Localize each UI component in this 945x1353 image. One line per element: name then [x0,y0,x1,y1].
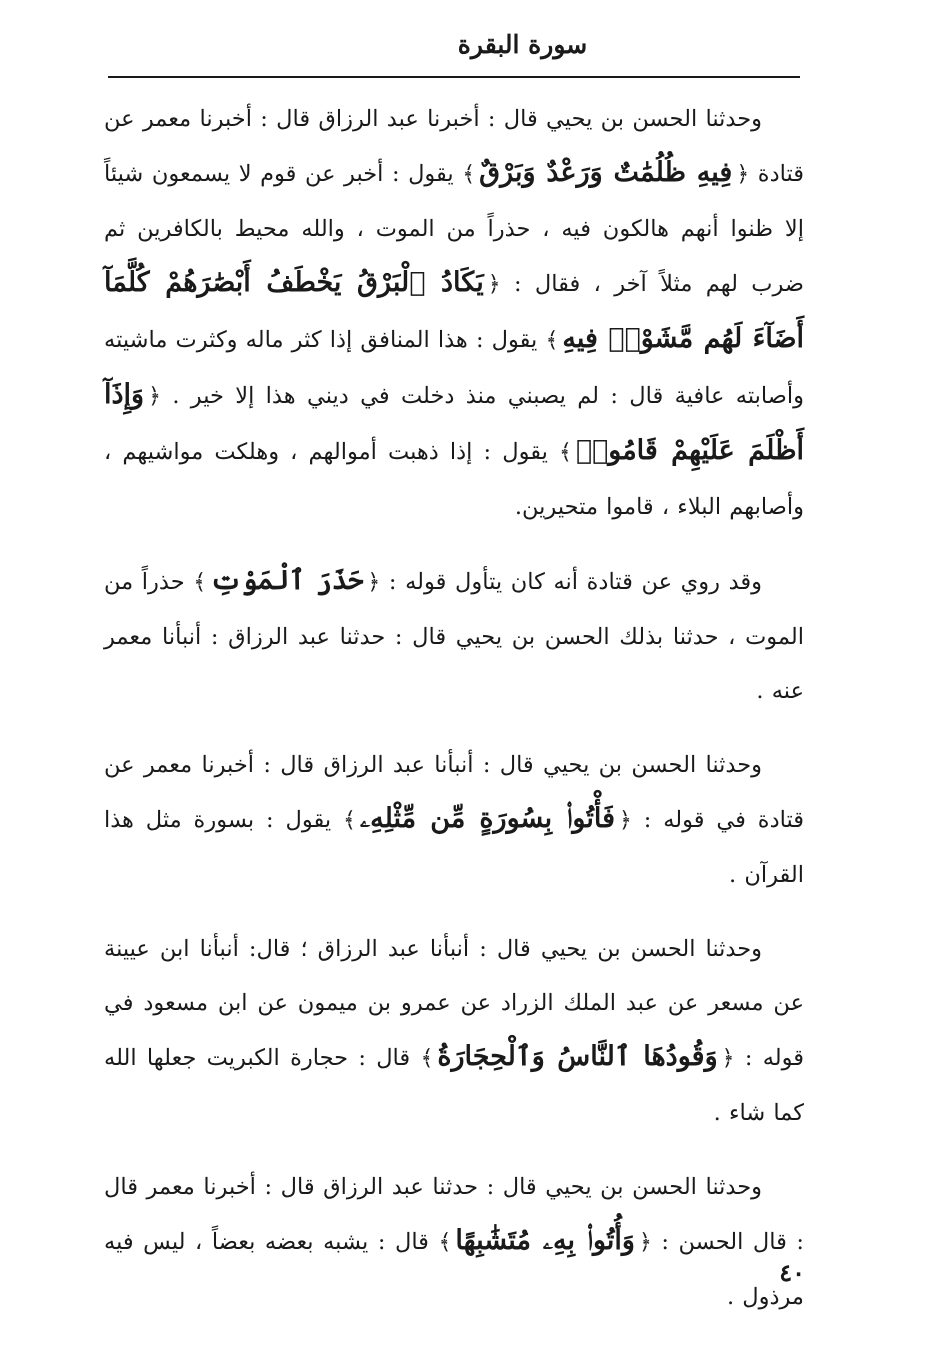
commentary-text: يقول : بسورة مثل هذا القرآن . [104,807,804,888]
page-title: سورة البقرة [457,30,588,59]
paragraph-5 [104,1160,804,1324]
page-number: ٤٠ [779,1258,805,1287]
commentary-text: قال : حجارة الكبريت جعلها الله كما شاء . [104,1045,804,1126]
quran-verse: وَإِذَآ أَظْلَمَ عَلَيْهِمْ قَامُوا۟ [104,379,805,466]
paragraph-3 [104,738,804,902]
ornate-bracket-close: ﴾ [545,328,559,353]
ornate-bracket-close: ﴾ [438,1230,452,1255]
quran-verse: فِيهِ ظُلُمَٰتٌ وَرَعْدٌ وَبَرْقٌ [479,157,733,188]
quran-verse: وَأُتُوا۟ بِهِۦ مُتَشَٰبِهًا [455,1225,635,1256]
ornate-bracket-open: ﴿ [619,808,632,833]
ornate-bracket-open: ﴿ [736,162,750,187]
page-body [104,92,804,1324]
commentary-text: يقول : إذا ذهبت أموالهم ، وهلكت مواشيهم ، وأصابهم البلاء ، قاموا متحيرين. [104,439,804,520]
ornate-bracket-open: ﴿ [487,272,501,297]
commentary-text: يقول : أخبر عن قوم لا يسمعون شيئاً إلا ظنوا أنهم هالكون فيه ، حذراً من الموت ، والله محيط بالكافرين ثم ضرب لهم مثلاً آخر ، فقال : [104,161,805,297]
ornate-bracket-open: ﴿ [638,1230,652,1255]
quran-verse: وَقُودُهَا ٱلنَّاسُ وَٱلْحِجَارَةُ [437,1041,718,1072]
commentary-text: يقول : هذا المنافق إذا كثر ماله وكثرت ماشيته وأصابته عافية قال : لم يصبني منذ دخلت في ديني هذا إلا خير . [104,327,805,409]
narration-text: وحدثنا الحسن بن يحيي قال : أخبرنا عبد الرزاق قال : أخبرنا معمر عن قتادة [104,106,804,187]
ornate-bracket-open: ﴿ [367,570,381,595]
paragraph-4 [104,922,804,1140]
narration-text: وقد روي عن قتادة أنه كان يتأول قوله : [388,569,763,595]
ornate-bracket-close: ﴾ [462,162,476,187]
paragraph-1 [104,92,804,534]
ornate-bracket-close: ﴾ [558,440,572,465]
paragraph-2 [104,554,804,718]
narration-text: وحدثنا الحسن بن يحيي قال : أنبأنا عبد الرزاق ؛ قال: أنبأنا ابن عيينة عن مسعر عن عبد الملك الزراد عن عمرو بن ميمون عن ابن مسعود في قوله : [104,936,804,1071]
quran-verse: حَذَرَ ٱلْمَوْتِ [210,565,364,596]
narration-text: وحدثنا الحسن بن يحيي قال : حدثنا عبد الرزاق قال : أخبرنا معمر قال : قال الحسن : [104,1174,805,1255]
ornate-bracket-close: ﴾ [420,1046,434,1071]
ornate-bracket-close: ﴾ [193,570,207,595]
quran-verse: فَأْتُوا۟ بِسُورَةٍ مِّن مِّثْلِهِۦ [359,803,616,834]
commentary-text: قال : يشبه بعضه بعضاً ، ليس فيه مرذول . [104,1229,804,1310]
quran-verse: يَكَادُ ٱلْبَرْقُ يَخْطَفُ أَبْصَٰرَهُمْ كُلَّمَآ أَضَآءَ لَهُم مَّشَوْا۟ فِيهِ [104,267,805,354]
commentary-text: حذراً من الموت ، حدثنا بذلك الحسن بن يحيي قال : حدثنا عبد الرزاق : أنبأنا معمر عنه . [104,569,804,704]
narration-text: وحدثنا الحسن بن يحيي قال : أنبأنا عبد الرزاق قال : أخبرنا معمر عن قتادة في قوله : [104,752,804,833]
ornate-bracket-open: ﴿ [721,1046,735,1071]
ornate-bracket-close: ﴾ [342,808,356,833]
header-divider [108,76,800,78]
ornate-bracket-open: ﴿ [148,384,161,409]
